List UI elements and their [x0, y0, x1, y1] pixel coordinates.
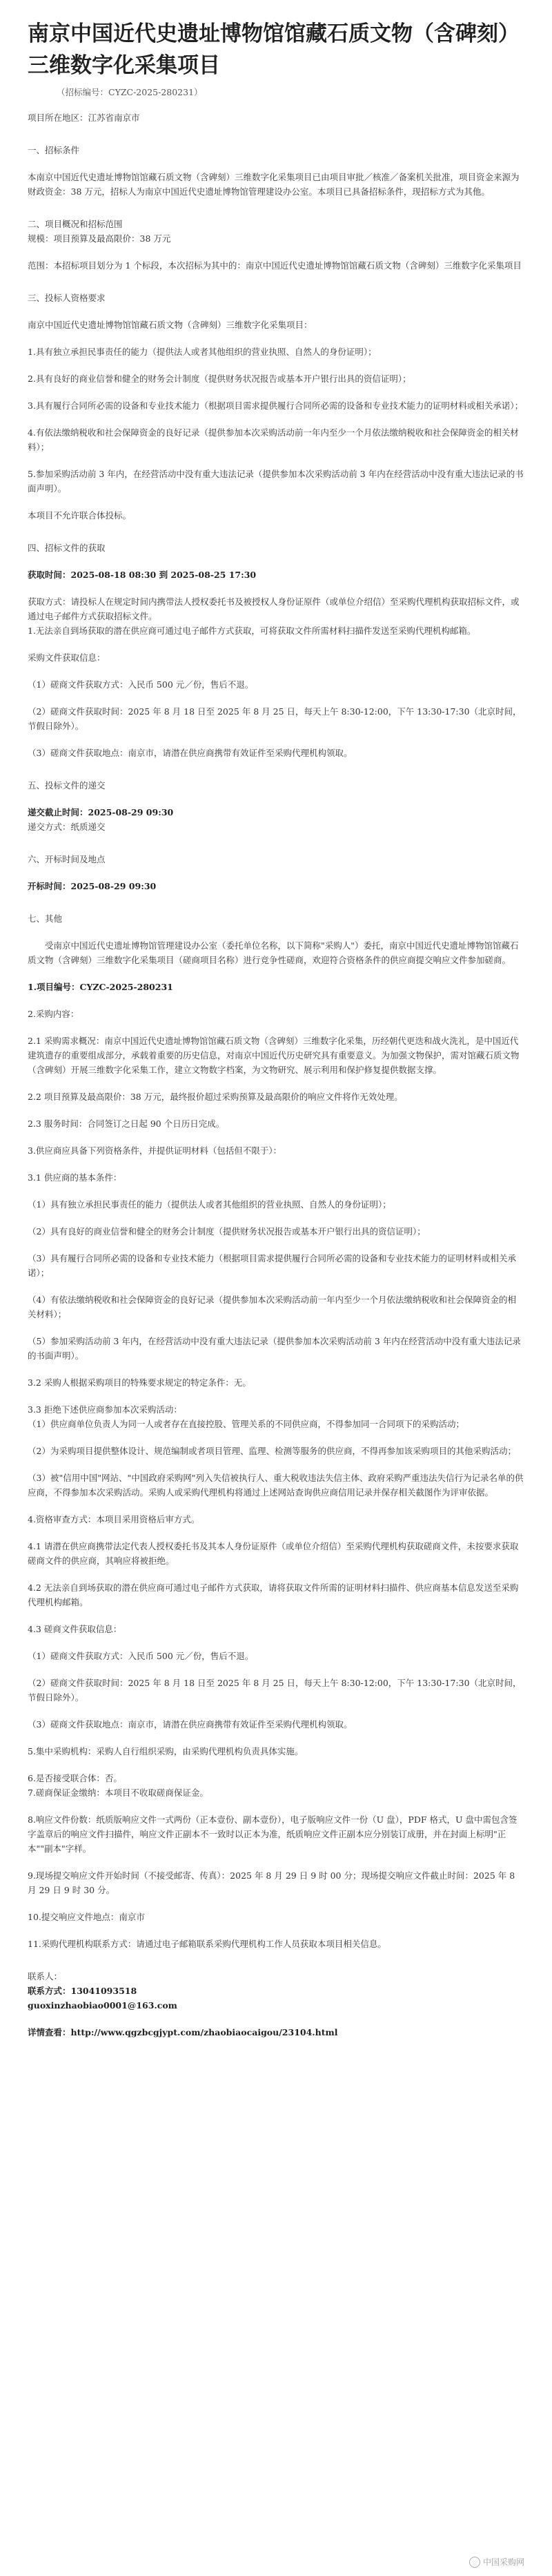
- paragraph: 3.1 供应商的基本条件：: [28, 1172, 122, 1183]
- paragraph: 4.3 磋商文件获取信息：: [28, 1624, 122, 1634]
- paragraph: 8.响应文件份数：纸质版响应文件一式两份（正本壹份、副本壹份），电子版响应文件一份（U 盘），PDF 格式，U 盘中需包含签字盖章后的响应文件扫描件，响应文件正副本不一致时以正本为准，纸质响应文件正副本应分别装订成册，并在封面上标明"正本""副本"字样。: [28, 1814, 518, 1854]
- paragraph: 7.磋商保证金缴纳：本项目不收取磋商保证金。: [28, 1788, 208, 1798]
- paragraph: 2.采购内容：: [28, 1009, 79, 1019]
- paragraph: 规模：项目预算及最高限价：38 万元: [28, 233, 171, 244]
- paragraph: 本项目不允许联合体投标。: [28, 510, 132, 521]
- paragraph: 二、项目概况和招标范围: [28, 219, 123, 229]
- paragraph: （2）为采购项目提供整体设计、规范编制或者项目管理、监理、检测等服务的供应商，不得再参加该采购项目的其他采购活动；: [28, 1446, 516, 1456]
- paragraph: 3.供应商应具备下列资格条件，并提供证明材料（包括但不限于）：: [28, 1145, 282, 1156]
- notice-body: [28, 110, 524, 2040]
- paragraph: 2.具有良好的商业信誉和健全的财务会计制度（提供财务状况报告或基本开户银行出具的资信证明）；: [28, 374, 411, 384]
- paragraph: 项目所在地区：江苏省南京市: [28, 113, 140, 123]
- paragraph: 本南京中国近代史遗址博物馆馆藏石质文物（含碑刻）三维数字化采集项目已由项目审批／核准／备案机关批准，项目资金来源为财政资金：38 万元，招标人为南京中国近代史遗址博物馆管理建设办公室。本项目已具备招标条件，现招标方式为其他。: [28, 172, 520, 197]
- paragraph: 获取方式：请投标人在规定时间内携带法人授权委托书及被授权人身份证原件（或单位介绍信）至采购代理机构获取招标文件，或通过电子邮件方式获取招标文件。: [28, 597, 520, 621]
- paragraph: 9.现场提交响应文件开始时间（不接受邮寄、传真）：2025 年 8 月 29 日 9 时 00 分；现场提交响应文件截止时间：2025 年 8 月 29 日 9 时 30 分。: [28, 1870, 518, 1895]
- paragraph: 范围：本招标项目划分为 1 个标段，本次招标为其中的：南京中国近代史遗址博物馆馆藏石质文物（含碑刻）三维数字化采集项目: [28, 260, 522, 271]
- paragraph: 1.无法亲自到场获取的潜在供应商可通过电子邮件方式获取，可将获取文件所需材料扫描件发送至采购代理机构邮箱。: [28, 626, 476, 636]
- bid-number: （招标编号：CYZC-2025-280231）: [57, 87, 203, 97]
- paragraph: 三、投标人资格要求: [28, 293, 106, 303]
- paragraph: 递交方式：纸质递交: [28, 822, 106, 832]
- paragraph: （1）供应商单位负责人为同一人或者存在直接控股、管理关系的不同供应商，不得参加同一合同项下的采购活动；: [28, 1419, 464, 1429]
- paragraph: 递交截止时间：2025-08-29 09:30: [28, 807, 174, 817]
- paragraph: （2）磋商文件获取时间：2025 年 8 月 18 日至 2025 年 8 月 25 日，每天上午 8:30-12:00，下午 13:30-17:30（北京时间，节假日除外）。: [28, 706, 522, 731]
- paragraph: 联系人：: [28, 1971, 63, 1982]
- paragraph: （3）被"信用中国"网站、"中国政府采购网"列入失信被执行人、重大税收违法失信主体、政府采购严重违法失信行为记录名单的供应商，不得参加本次采购活动。采购人或采购代理机构将通过上述网站查询供应商信用记录并保存相关截图作为评审依据。: [28, 1473, 524, 1498]
- paragraph: 2.2 项目预算及最高限价：38 万元，最终报价超过采购预算及最高限价的响应文件将作无效处理。: [28, 1092, 403, 1102]
- paragraph: （4）有依法缴纳税收和社会保障资金的良好记录（提供参加本次采购活动前一年内至少一个月依法缴纳税收和社会保障资金的相关材料）；: [28, 1295, 516, 1319]
- paragraph: 1.项目编号：CYZC-2025-280231: [28, 982, 173, 992]
- paragraph: （3）磋商文件获取地点：南京市，请潜在供应商携带有效证件至采购代理机构领取。: [28, 1719, 353, 1730]
- paragraph: （1）磋商文件获取方式：入民币 500 元／份，售后不退。: [28, 679, 254, 690]
- paragraph: 4.资格审查方式：本项目采用资格后审方式。: [28, 1514, 200, 1524]
- paragraph: 5.集中采购机构：采购人自行组织采购，由采购代理机构负责具体实施。: [28, 1746, 304, 1756]
- paragraph: 4.2 无法亲自到场获取的潜在供应商可通过电子邮件方式获取，请将获取文件所需的证明材料扫描件、供应商基本信息发送至采购代理机构邮箱。: [28, 1582, 519, 1607]
- paragraph: guoxinzhaobiao0001@163.com: [28, 2000, 177, 2011]
- paragraph: 获取时间：2025-08-18 08:30 到 2025-08-25 17:30: [28, 570, 257, 580]
- paragraph: 受南京中国近代史遗址博物馆管理建设办公室（委托单位名称，以下简称"采购人"）委托，南京中国近代史遗址博物馆馆藏石质文物（含碑刻）三维数字化采集项目（磋商项目名称）进行竞争性磋商，欢迎符合资格条件的供应商提交响应文件参加磋商。: [28, 940, 519, 965]
- logo-icon: [469, 2557, 480, 2568]
- paragraph: （5）参加采购活动前 3 年内，在经营活动中没有重大违法记录（提供参加本次采购活动前 3 年内在经营活动中没有重大违法记录的书面声明）。: [28, 1336, 521, 1361]
- paragraph: （1）磋商文件获取方式：入民币 500 元／份，售后不退。: [28, 1651, 254, 1661]
- paragraph: 2.3 服务时间：合同签订之日起 90 个日历日完成。: [28, 1118, 225, 1129]
- paragraph: 5.参加采购活动前 3 年内，在经营活动中没有重大违法记录（提供参加本次采购活动前 3 年内在经营活动中没有重大违法记录的书面声明）。: [28, 469, 524, 494]
- paragraph: 采购文件获取信息：: [28, 652, 106, 663]
- paragraph: 3.3 拒绝下述供应商参加本次采购活动：: [28, 1404, 182, 1415]
- watermark-text: 中国采购网: [482, 2557, 524, 2567]
- page-title: 南京中国近代史遗址博物馆馆藏石质文物（含碑刻）三维数字化采集项目: [28, 21, 520, 77]
- paragraph: （2）磋商文件获取时间：2025 年 8 月 18 日至 2025 年 8 月 25 日，每天上午 8:30-12:00，下午 13:30-17:30（北京时间，节假日除外）。: [28, 1678, 522, 1703]
- paragraph: 南京中国近代史遗址博物馆馆藏石质文物（含碑刻）三维数字化采集项目：: [28, 320, 313, 330]
- paragraph: 五、投标文件的递交: [28, 780, 106, 791]
- paragraph: 3.具有履行合同所必需的设备和专业技术能力（根据项目需求提供履行合同所必需的设备和专业技术能力的证明材料或相关承诺）；: [28, 400, 524, 411]
- paragraph: 六、开标时间及地点: [28, 854, 106, 864]
- paragraph: （1）具有独立承担民事责任的能力（提供法人或者其他组织的营业执照、自然人的身份证明）；: [28, 1199, 391, 1210]
- paragraph: 详情查看：http://www.qgzbcgjypt.com/zhaobiaocaigou/23104.html: [28, 2027, 338, 2037]
- paragraph: （3）磋商文件获取地点：南京市，请潜在供应商携带有效证件至采购代理机构领取。: [28, 748, 353, 758]
- paragraph: 1.具有独立承担民事责任的能力（提供法人或者其他组织的营业执照、自然人的身份证明）；: [28, 347, 377, 357]
- paragraph: 四、招标文件的获取: [28, 543, 106, 553]
- paragraph: 开标时间：2025-08-29 09:30: [28, 881, 157, 891]
- paragraph: 七、其他: [28, 913, 63, 924]
- paragraph: 2.1 采购需求概况：南京中国近代史遗址博物馆馆藏石质文物（含碑刻）三维数字化采集，历经朝代更迭和战火洗礼，是中国近代建筑遗存的重要组成部分，承载着重要的历史信息，对南京中国近代历史研究具有重要意义。为加强文物保护，需对馆藏石质文物（含碑刻）开展三维数字化采集工作，建立文物数字档案，为文物研究、展示利用和保护修复提供数据支撑。: [28, 1036, 520, 1075]
- paragraph: 11.采购代理机构联系方式：请通过电子邮箱联系采购代理机构工作人员获取本项目相关信息。: [28, 1939, 386, 1949]
- paragraph: 10.提交响应文件地点：南京市: [28, 1912, 145, 1922]
- paragraph: 4.1 请潜在供应商携带法定代表人授权委托书及其本人身份证原件（或单位介绍信）至采购代理机构获取磋商文件，未按要求获取磋商文件的供应商，其响应将被拒绝。: [28, 1541, 519, 1566]
- paragraph: 6.是否接受联合体：否。: [28, 1773, 122, 1783]
- paragraph: 4.有依法缴纳税收和社会保障资金的良好记录（提供参加本次采购活动前一年内至少一个月依法缴纳税收和社会保障资金的相关材料）；: [28, 427, 519, 452]
- paragraph: 一、招标条件: [28, 145, 80, 155]
- paragraph: （2）具有良好的商业信誉和健全的财务会计制度（提供财务状况报告或基本开户银行出具的资信证明）；: [28, 1226, 426, 1237]
- paragraph: 联系方式：13041093518: [28, 1986, 137, 1996]
- paragraph: （3）具有履行合同所必需的设备和专业技术能力（根据项目需求提供履行合同所必需的设备和专业技术能力的证明材料或相关承诺）；: [28, 1253, 516, 1278]
- footer: [28, 2555, 524, 2573]
- paragraph: 3.2 采购人根据采购项目的特殊要求规定的特定条件：无。: [28, 1377, 251, 1388]
- watermark: [469, 2556, 524, 2568]
